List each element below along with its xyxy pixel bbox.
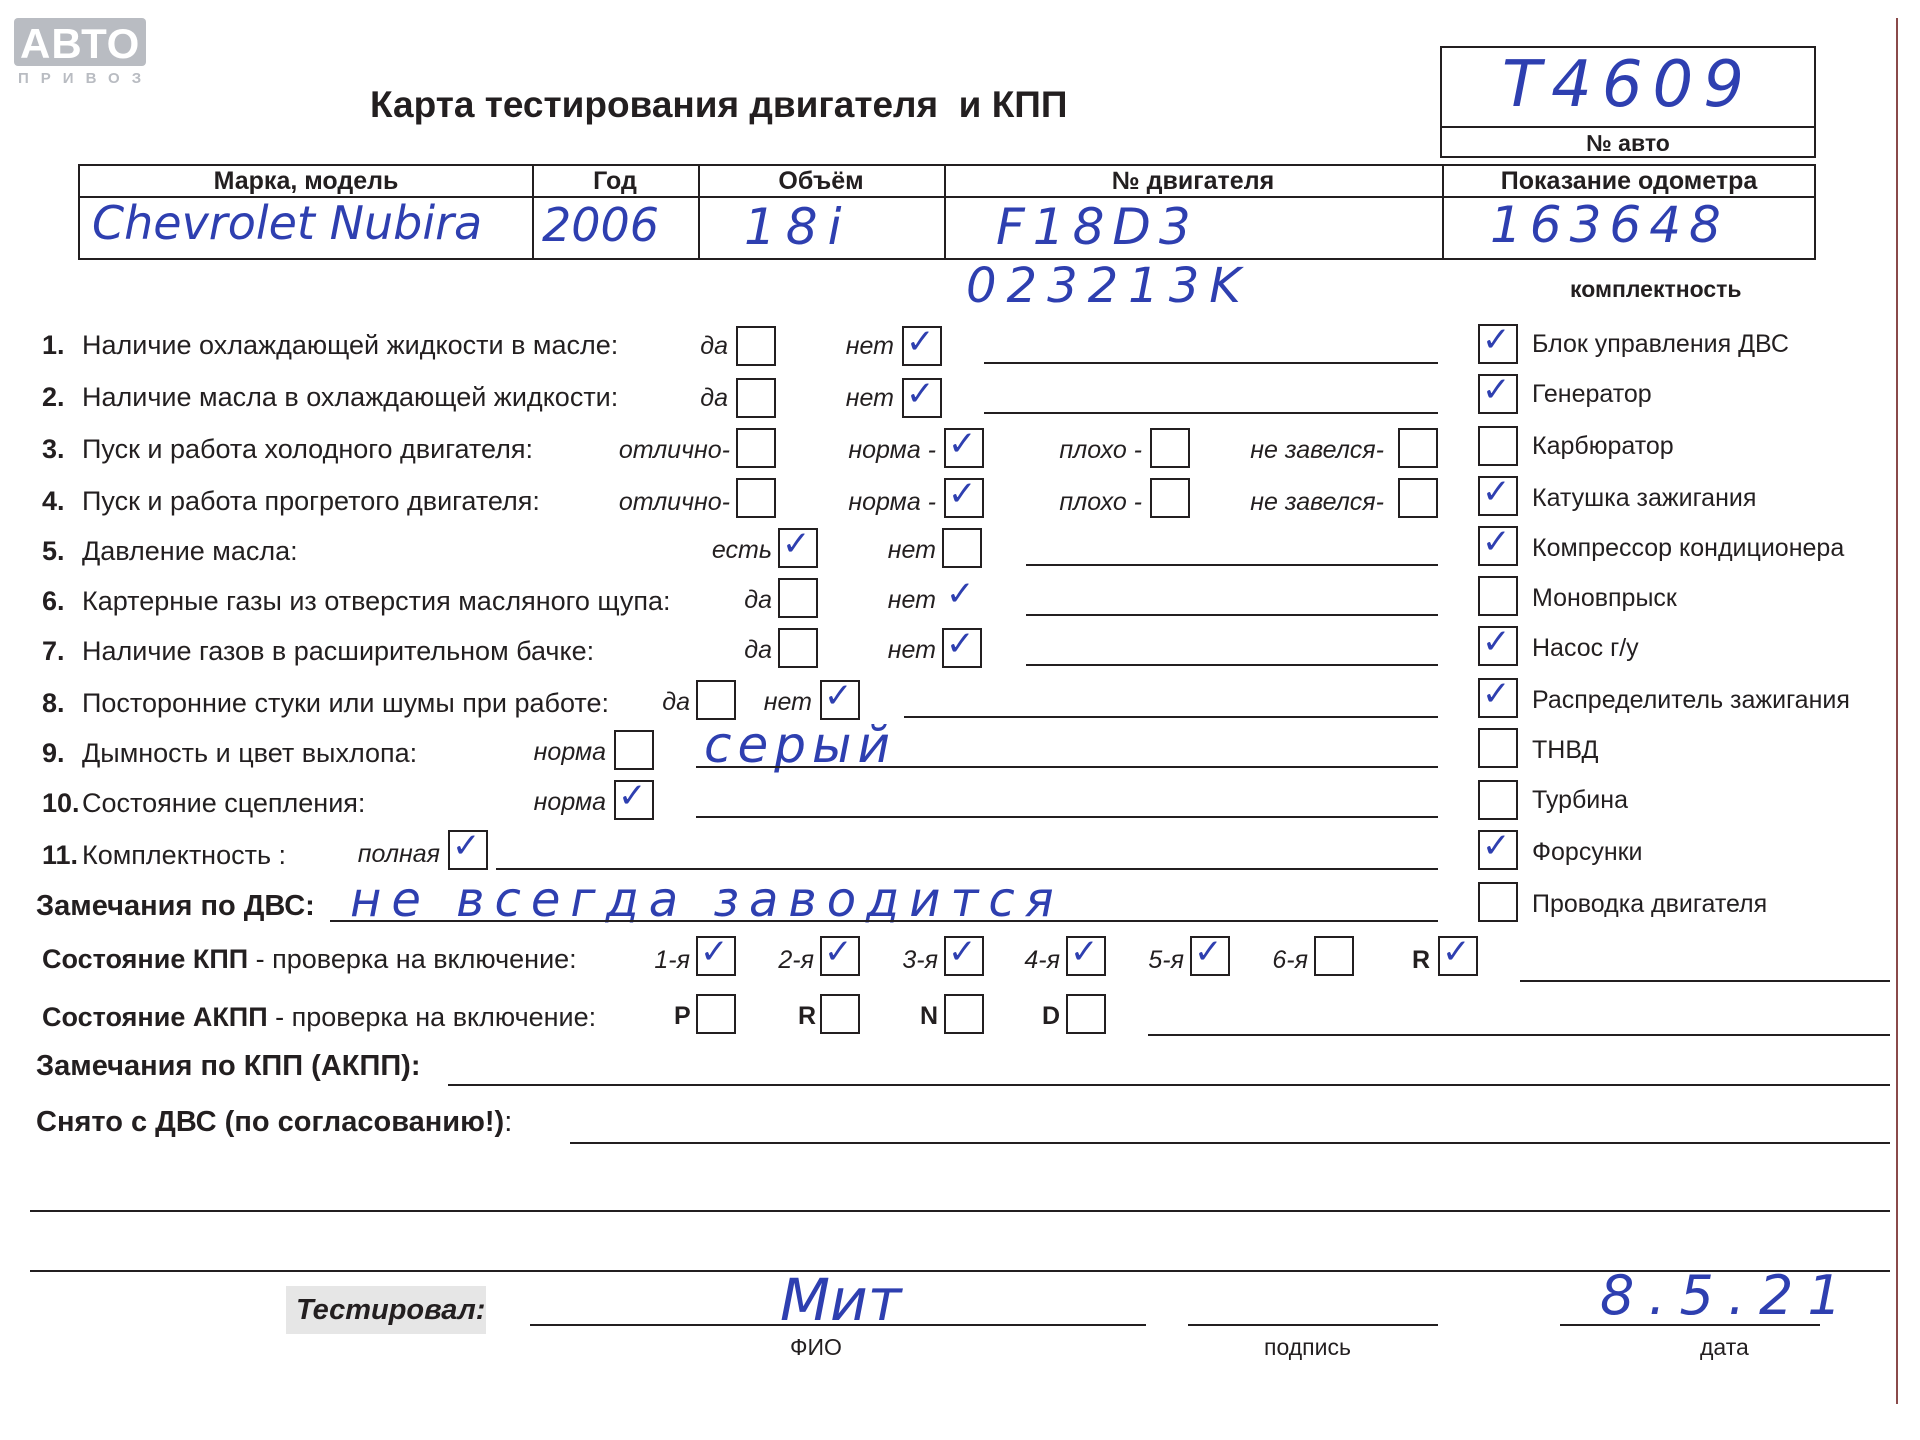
opt-label: есть xyxy=(711,536,772,564)
check-mark: ✓ xyxy=(1482,674,1511,714)
checkbox-gear-3[interactable] xyxy=(944,932,984,976)
akpp-label xyxy=(42,1002,596,1033)
removed-label xyxy=(36,1106,512,1139)
checkbox-q3-excellent[interactable] xyxy=(736,428,776,468)
question-2 xyxy=(42,382,618,413)
checkbox-q2-no[interactable] xyxy=(902,374,942,418)
margin-line xyxy=(1896,18,1898,1404)
akpp-mode-label: R xyxy=(798,1002,817,1030)
question-9 xyxy=(42,738,417,769)
kit-checkbox[interactable] xyxy=(1478,576,1518,616)
removed-line xyxy=(570,1142,1890,1144)
check-mark: ✓ xyxy=(946,624,975,664)
checkbox-gear-r[interactable] xyxy=(1438,932,1478,976)
check-mark: ✓ xyxy=(824,932,853,972)
blank-line xyxy=(30,1210,1890,1212)
checkbox-q8-yes[interactable] xyxy=(696,680,736,720)
opt-label: полная xyxy=(357,840,440,868)
question-label: Пуск и работа холодного двигателя: xyxy=(82,434,533,464)
checkbox-q4-bad[interactable] xyxy=(1150,478,1190,518)
auto-number-box xyxy=(1440,46,1816,158)
check-mark: ✓ xyxy=(1482,472,1511,512)
checkbox-gear-2[interactable] xyxy=(820,932,860,976)
question-10 xyxy=(42,788,365,819)
kit-item-label: Насос г/у xyxy=(1532,634,1639,662)
check-mark: ✓ xyxy=(1442,932,1471,972)
sign-caption: подпись xyxy=(1264,1334,1351,1360)
question-label: Пуск и работа прогретого двигателя: xyxy=(82,486,540,516)
remarks-kpp-label: Замечания по КПП (АКПП): xyxy=(36,1050,421,1082)
check-mark: ✓ xyxy=(948,474,977,514)
check-mark: ✓ xyxy=(452,826,481,866)
check-mark: ✓ xyxy=(906,322,935,362)
check-mark: ✓ xyxy=(1482,622,1511,662)
gear-label: 3-я xyxy=(902,946,938,974)
kit-title: комплектность xyxy=(1570,276,1742,302)
check-mark: ✓ xyxy=(1194,932,1223,972)
check-mark: ✓ xyxy=(946,574,975,614)
kit-item-label: ТНВД xyxy=(1532,736,1599,764)
value-model: Chevrolet Nubira xyxy=(92,196,483,250)
kpp-label xyxy=(42,944,577,975)
answer-line xyxy=(984,362,1438,364)
kpp-label-rest: - проверка на включение: xyxy=(248,944,577,974)
opt-label: отлично- xyxy=(618,488,730,516)
logo-text: АВТО xyxy=(20,20,141,67)
question-3 xyxy=(42,434,533,465)
question-number: 2. xyxy=(42,382,65,412)
akpp-mode-label: P xyxy=(674,1002,691,1030)
value-odometer: 163648 xyxy=(1490,196,1729,254)
question-number: 5. xyxy=(42,536,65,566)
opt-label: отлично- xyxy=(618,436,730,464)
question-7 xyxy=(42,636,594,667)
gear-label: 6-я xyxy=(1272,946,1308,974)
question-number: 11. xyxy=(42,840,79,870)
opt-label: да xyxy=(700,332,728,360)
question-label: Комплектность : xyxy=(82,840,287,870)
value-volume: 18i xyxy=(744,198,852,256)
opt-label: нет xyxy=(887,586,936,614)
opt-label: нет xyxy=(763,688,812,716)
question-number: 9. xyxy=(42,738,65,768)
checkbox-q5-no[interactable] xyxy=(942,528,982,568)
checkbox-akpp-r[interactable] xyxy=(820,994,860,1034)
remarks-engine-value: не всегда заводится xyxy=(350,872,1064,928)
col-header-year: Год xyxy=(593,167,637,195)
col-header-volume: Объём xyxy=(778,167,864,195)
opt-label: да xyxy=(744,586,772,614)
kit-item-label: Моновпрыск xyxy=(1532,584,1677,612)
kit-item-label: Катушка зажигания xyxy=(1532,484,1757,512)
opt-label: норма xyxy=(533,788,606,816)
opt-label: норма xyxy=(533,738,606,766)
check-mark: ✓ xyxy=(1482,826,1511,866)
removed-label-rest: : xyxy=(504,1106,513,1138)
check-mark: ✓ xyxy=(782,524,811,564)
question-label: Давление масла: xyxy=(82,536,298,566)
answer-line xyxy=(696,816,1438,818)
tested-date-value: 8.5.21 xyxy=(1600,1264,1856,1327)
checkbox-q7-no[interactable] xyxy=(942,624,982,668)
akpp-mode-label: D xyxy=(1042,1002,1061,1030)
kit-item-label: Компрессор кондиционера xyxy=(1532,534,1845,562)
exhaust-note: серый xyxy=(704,716,896,774)
question-label: Наличие охлаждающей жидкости в масле: xyxy=(82,330,619,360)
checkbox-q9-normal[interactable] xyxy=(614,730,654,770)
checkbox-q6-yes[interactable] xyxy=(778,578,818,618)
checkbox-akpp-p[interactable] xyxy=(696,994,736,1034)
answer-line xyxy=(1026,664,1438,666)
check-mark: ✓ xyxy=(1482,370,1511,410)
kit-item-label: Форсунки xyxy=(1532,838,1643,866)
answer-line xyxy=(984,412,1438,414)
kit-item-label: Карбюратор xyxy=(1532,432,1674,460)
checkbox-q4-excellent[interactable] xyxy=(736,478,776,518)
checkbox-akpp-d[interactable] xyxy=(1066,994,1106,1034)
question-6 xyxy=(42,586,671,617)
check-mark: ✓ xyxy=(948,424,977,464)
remarks-engine-line xyxy=(330,920,1438,922)
kit-checkbox[interactable] xyxy=(1478,622,1518,666)
col-header-engine-no: № двигателя xyxy=(1111,167,1275,195)
value-year: 2006 xyxy=(542,198,660,252)
question-number: 6. xyxy=(42,586,65,616)
opt-label: не завелся- xyxy=(1250,436,1384,464)
check-mark: ✓ xyxy=(1482,320,1511,360)
checkbox-akpp-n[interactable] xyxy=(944,994,984,1034)
checkbox-gear-1[interactable] xyxy=(696,932,736,976)
answer-line xyxy=(904,716,1438,718)
vehicle-table xyxy=(78,164,1816,260)
opt-label: нет xyxy=(845,384,894,412)
kpp-line xyxy=(1520,980,1890,982)
question-number: 3. xyxy=(42,434,65,464)
check-mark: ✓ xyxy=(618,776,647,816)
kit-checkbox[interactable] xyxy=(1478,426,1518,466)
auto-number-value: Т4609 xyxy=(1502,48,1754,122)
checkbox-q2-yes[interactable] xyxy=(736,378,776,418)
tested-fio-value: Мит xyxy=(780,1266,902,1334)
check-mark: ✓ xyxy=(700,932,729,972)
kit-item-label: Проводка двигателя xyxy=(1532,890,1768,918)
question-4 xyxy=(42,486,540,517)
kit-checkbox[interactable] xyxy=(1478,728,1518,768)
answer-line xyxy=(1026,564,1438,566)
checkbox-q3-bad[interactable] xyxy=(1150,428,1190,468)
opt-label: да xyxy=(700,384,728,412)
kit-item-label: Турбина xyxy=(1532,786,1628,814)
remarks-engine-label: Замечания по ДВС: xyxy=(36,890,315,922)
kit-item-label: Генератор xyxy=(1532,380,1652,408)
question-number: 1. xyxy=(42,330,65,360)
checkbox-gear-6[interactable] xyxy=(1314,936,1354,976)
check-mark: ✓ xyxy=(948,932,977,972)
date-caption: дата xyxy=(1700,1334,1749,1360)
question-label: Дымность и цвет выхлопа: xyxy=(82,738,418,768)
question-5 xyxy=(42,536,298,567)
akpp-line xyxy=(1148,1034,1890,1036)
question-number: 4. xyxy=(42,486,65,516)
checkbox-q1-no[interactable] xyxy=(902,322,942,366)
opt-label: не завелся- xyxy=(1250,488,1384,516)
checkbox-q11-full[interactable] xyxy=(448,826,488,870)
akpp-label-rest: - проверка на включение: xyxy=(267,1002,597,1032)
opt-label: плохо - xyxy=(1059,436,1142,464)
akpp-label-bold: Состояние АКПП xyxy=(42,1002,268,1032)
question-label: Картерные газы из отверстия масляного щупа: xyxy=(82,586,671,616)
kit-checkbox[interactable] xyxy=(1478,780,1518,820)
checkbox-q10-normal[interactable] xyxy=(614,776,654,820)
gear-label: 5-я xyxy=(1148,946,1184,974)
gear-label: 1-я xyxy=(654,946,690,974)
checkbox-q7-yes[interactable] xyxy=(778,628,818,668)
kit-item-label: Распределитель зажигания xyxy=(1532,686,1850,714)
kit-checkbox[interactable] xyxy=(1478,826,1518,870)
col-header-model: Марка, модель xyxy=(213,167,399,195)
check-mark: ✓ xyxy=(824,676,853,716)
question-8 xyxy=(42,688,609,719)
value-engine-no: F18D3 xyxy=(996,198,1199,256)
check-mark: ✓ xyxy=(906,374,935,414)
checkbox-q4-not-started[interactable] xyxy=(1398,478,1438,518)
kpp-label-bold: Состояние КПП xyxy=(42,944,249,974)
opt-label: да xyxy=(662,688,690,716)
question-number: 8. xyxy=(42,688,65,718)
checkbox-q1-yes[interactable] xyxy=(736,326,776,366)
checkbox-gear-4[interactable] xyxy=(1066,932,1106,976)
checkbox-q6-no[interactable] xyxy=(942,574,982,618)
fio-line xyxy=(530,1324,1146,1326)
akpp-mode-label: N xyxy=(920,1002,939,1030)
auto-number-label: № авто xyxy=(1586,130,1670,156)
kit-checkbox[interactable] xyxy=(1478,522,1518,566)
question-label: Состояние сцепления: xyxy=(82,788,366,818)
question-number: 10. xyxy=(42,788,80,818)
logo-subtext: ПРИВОЗ xyxy=(18,70,154,87)
question-label: Наличие масла в охлаждающей жидкости: xyxy=(82,382,619,412)
checkbox-gear-5[interactable] xyxy=(1190,932,1230,976)
date-line xyxy=(1560,1324,1820,1326)
check-mark: ✓ xyxy=(1070,932,1099,972)
question-label: Посторонние стуки или шумы при работе: xyxy=(82,688,609,718)
opt-label: плохо - xyxy=(1059,488,1142,516)
removed-label-bold: Снято с ДВС (по согласованию!) xyxy=(36,1106,505,1138)
question-number: 7. xyxy=(42,636,65,666)
logo xyxy=(14,18,154,90)
checkbox-q8-no[interactable] xyxy=(820,676,860,720)
col-header-odometer: Показание одометра xyxy=(1500,167,1758,195)
question-label: Наличие газов в расширительном бачке: xyxy=(82,636,595,666)
kit-checkbox[interactable] xyxy=(1478,882,1518,922)
auto-number-label-row xyxy=(1442,126,1814,160)
kit-checkbox[interactable] xyxy=(1478,472,1518,516)
checkbox-q5-yes[interactable] xyxy=(778,524,818,568)
kit-checkbox[interactable] xyxy=(1478,370,1518,414)
gear-label: 2-я xyxy=(778,946,814,974)
question-1 xyxy=(42,330,618,361)
value-engine-no-extra: 023213K xyxy=(966,258,1251,314)
opt-label: норма - xyxy=(848,436,936,464)
checkbox-q3-normal[interactable] xyxy=(944,424,984,468)
remarks-kpp-line xyxy=(448,1084,1890,1086)
kit-item-label: Блок управления ДВС xyxy=(1532,330,1789,358)
checkbox-q3-not-started[interactable] xyxy=(1398,428,1438,468)
page-title: Карта тестирования двигателя и КПП xyxy=(370,84,1068,125)
opt-label: нет xyxy=(845,332,894,360)
answer-line xyxy=(696,766,1438,768)
opt-label: да xyxy=(744,636,772,664)
question-11 xyxy=(42,840,286,871)
check-mark: ✓ xyxy=(1482,522,1511,562)
gear-label: 4-я xyxy=(1024,946,1060,974)
opt-label: нет xyxy=(887,536,936,564)
tested-label: Тестировал: xyxy=(296,1294,486,1326)
gear-label: R xyxy=(1411,946,1430,974)
opt-label: норма - xyxy=(848,488,936,516)
kit-checkbox[interactable] xyxy=(1478,674,1518,718)
fio-caption: ФИО xyxy=(790,1334,842,1360)
answer-line xyxy=(1026,614,1438,616)
opt-label: нет xyxy=(887,636,936,664)
sign-line xyxy=(1188,1324,1438,1326)
kit-checkbox[interactable] xyxy=(1478,320,1518,364)
answer-line xyxy=(496,868,1438,870)
checkbox-q4-normal[interactable] xyxy=(944,474,984,518)
